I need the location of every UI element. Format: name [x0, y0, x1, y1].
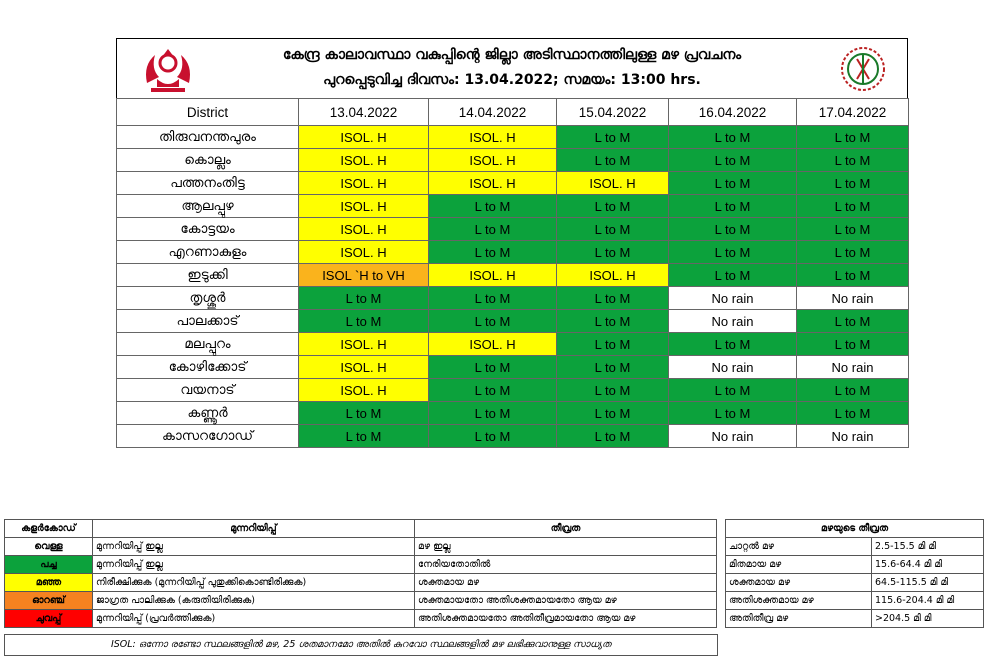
forecast-cell: ISOL. H: [299, 333, 429, 356]
district-name: മലപ്പുറം: [117, 333, 299, 356]
legend-header-warning: മുന്നറിയിപ്പ്: [93, 520, 415, 538]
intensity-row: [726, 538, 984, 556]
forecast-cell: L to M: [557, 218, 669, 241]
forecast-row: [117, 172, 909, 195]
legend-color-code: ചുവപ്പ്: [5, 610, 93, 628]
forecast-cell: L to M: [797, 264, 909, 287]
forecast-row: [117, 356, 909, 379]
district-name: വയനാട്: [117, 379, 299, 402]
intensity-range: 64.5-115.5 മി മി: [872, 574, 984, 592]
legend-row: [5, 610, 717, 628]
district-name: കോട്ടയം: [117, 218, 299, 241]
forecast-cell: L to M: [299, 287, 429, 310]
forecast-cell: L to M: [669, 126, 797, 149]
district-name: തിരുവനന്തപുരം: [117, 126, 299, 149]
forecast-cell: L to M: [797, 126, 909, 149]
legend-warning: നിരീക്ഷിക്കുക (മുന്നറിയിപ്പ് പുതുക്കികൊണ്ടിരിക്കുക): [93, 574, 415, 592]
forecast-row: [117, 149, 909, 172]
forecast-row: [117, 310, 909, 333]
column-header-date: 16.04.2022: [669, 99, 797, 126]
column-header-date: 17.04.2022: [797, 99, 909, 126]
forecast-cell: L to M: [669, 149, 797, 172]
forecast-cell: L to M: [669, 402, 797, 425]
legend-warning: മുന്നറിയിപ്പ് ഇല്ല: [93, 556, 415, 574]
legend-intensity: മഴ ഇല്ല: [415, 538, 717, 556]
legend-header-intensity: തീവ്രത: [415, 520, 717, 538]
column-header-date: 13.04.2022: [299, 99, 429, 126]
rain-intensity-table: [725, 519, 984, 628]
forecast-row: [117, 264, 909, 287]
forecast-cell: No rain: [797, 287, 909, 310]
forecast-cell: ISOL `H to VH: [299, 264, 429, 287]
legend-row: [5, 592, 717, 610]
forecast-cell: ISOL. H: [429, 149, 557, 172]
legend-intensity: നേരിയതോതിൽ: [415, 556, 717, 574]
forecast-cell: ISOL. H: [557, 172, 669, 195]
district-name: ഇടുക്കി: [117, 264, 299, 287]
district-name: എറണാകുളം: [117, 241, 299, 264]
district-name: കണ്ണൂർ: [117, 402, 299, 425]
forecast-cell: L to M: [557, 126, 669, 149]
forecast-cell: L to M: [557, 310, 669, 333]
intensity-label: ശക്തമായ മഴ: [726, 574, 872, 592]
forecast-cell: ISOL. H: [299, 379, 429, 402]
district-name: കൊല്ലം: [117, 149, 299, 172]
imd-logo-icon: [839, 43, 887, 99]
legend-color-code: ഓറഞ്ച്: [5, 592, 93, 610]
forecast-row: [117, 379, 909, 402]
intensity-row: [726, 574, 984, 592]
legend-header-code: കളർകോഡ്: [5, 520, 93, 538]
forecast-row: [117, 402, 909, 425]
forecast-cell: No rain: [797, 425, 909, 448]
forecast-cell: ISOL. H: [299, 356, 429, 379]
legend-warning: ജാഗ്രത പാലിക്കുക (കരുതിയിരിക്കുക): [93, 592, 415, 610]
intensity-header: മഴയുടെ തീവ്രത: [726, 520, 984, 538]
forecast-cell: L to M: [557, 241, 669, 264]
forecast-cell: L to M: [429, 287, 557, 310]
legend-intensity: ശക്തമായതോ അതിശക്തമായതോ ആയ മഴ: [415, 592, 717, 610]
forecast-cell: L to M: [669, 218, 797, 241]
forecast-cell: L to M: [429, 241, 557, 264]
intensity-label: അതിതീവ്ര മഴ: [726, 610, 872, 628]
forecast-cell: L to M: [669, 241, 797, 264]
forecast-cell: L to M: [797, 333, 909, 356]
forecast-cell: ISOL. H: [299, 195, 429, 218]
legend-color-code: പച്ച: [5, 556, 93, 574]
legend-intensity: ശക്തമായ മഴ: [415, 574, 717, 592]
forecast-cell: L to M: [429, 218, 557, 241]
forecast-cell: L to M: [299, 310, 429, 333]
forecast-row: [117, 218, 909, 241]
column-header-date: 14.04.2022: [429, 99, 557, 126]
forecast-cell: L to M: [797, 149, 909, 172]
forecast-cell: L to M: [557, 356, 669, 379]
forecast-cell: No rain: [797, 356, 909, 379]
district-name: കോഴിക്കോട്: [117, 356, 299, 379]
forecast-cell: L to M: [797, 241, 909, 264]
intensity-range: >204.5 മി മി: [872, 610, 984, 628]
legend-warning: മുന്നറിയിപ്പ് (പ്രവർത്തിക്കുക): [93, 610, 415, 628]
column-header-date: 15.04.2022: [557, 99, 669, 126]
legend-warning: മുന്നറിയിപ്പ് ഇല്ല: [93, 538, 415, 556]
forecast-cell: L to M: [557, 425, 669, 448]
header-title-line1: കേന്ദ്ര കാലാവസ്ഥാ വകുപ്പിന്റെ ജില്ലാ അടിസ്ഥാനത്തിലുള്ള മഴ പ്രവചനം: [282, 47, 742, 63]
forecast-row: [117, 287, 909, 310]
forecast-row: [117, 241, 909, 264]
intensity-range: 115.6-204.4 മി മി: [872, 592, 984, 610]
forecast-cell: L to M: [557, 333, 669, 356]
forecast-cell: L to M: [429, 356, 557, 379]
forecast-cell: L to M: [669, 264, 797, 287]
forecast-cell: L to M: [797, 310, 909, 333]
forecast-cell: ISOL. H: [299, 241, 429, 264]
intensity-row: [726, 556, 984, 574]
district-name: പത്തനംതിട്ട: [117, 172, 299, 195]
isol-note: ISOL: ഒന്നോ രണ്ടോ സ്ഥലങ്ങളിൽ മഴ, 25 ശതമാനമോ അതിൽ കുറവോ സ്ഥലങ്ങളിൽ മഴ ലഭിക്കുവാനുള്ള സാധ്യത: [4, 634, 718, 656]
intensity-range: 15.6-64.4 മി മി: [872, 556, 984, 574]
forecast-cell: L to M: [669, 195, 797, 218]
intensity-label: ചാറ്റൽ മഴ: [726, 538, 872, 556]
intensity-range: 2.5-15.5 മി മി: [872, 538, 984, 556]
column-header-district: District: [117, 99, 299, 126]
forecast-cell: No rain: [669, 425, 797, 448]
report-header: [116, 38, 908, 99]
forecast-cell: L to M: [669, 379, 797, 402]
forecast-cell: ISOL. H: [299, 218, 429, 241]
forecast-cell: No rain: [669, 287, 797, 310]
forecast-cell: L to M: [557, 402, 669, 425]
intensity-row: [726, 592, 984, 610]
forecast-cell: L to M: [669, 172, 797, 195]
forecast-cell: ISOL. H: [299, 149, 429, 172]
district-name: കാസറഗോഡ്: [117, 425, 299, 448]
forecast-cell: L to M: [557, 287, 669, 310]
forecast-cell: L to M: [429, 195, 557, 218]
legend-row: [5, 574, 717, 592]
intensity-row: [726, 610, 984, 628]
forecast-table: [116, 98, 909, 448]
forecast-cell: ISOL. H: [299, 172, 429, 195]
forecast-row: [117, 195, 909, 218]
header-title-line2: പുറപ്പെടുവിച്ച ദിവസം: 13.04.2022; സമയം: 13:00 hrs.: [323, 72, 701, 88]
forecast-cell: ISOL. H: [429, 172, 557, 195]
forecast-cell: L to M: [429, 425, 557, 448]
forecast-cell: L to M: [429, 379, 557, 402]
forecast-cell: L to M: [557, 379, 669, 402]
forecast-cell: ISOL. H: [429, 264, 557, 287]
forecast-cell: L to M: [669, 333, 797, 356]
district-name: പാലക്കാട്: [117, 310, 299, 333]
forecast-cell: L to M: [557, 149, 669, 172]
forecast-cell: L to M: [429, 402, 557, 425]
forecast-cell: L to M: [299, 402, 429, 425]
forecast-cell: No rain: [669, 356, 797, 379]
forecast-cell: L to M: [797, 379, 909, 402]
forecast-cell: ISOL. H: [557, 264, 669, 287]
legend-row: [5, 556, 717, 574]
legend-color-code: മഞ്ഞ: [5, 574, 93, 592]
forecast-cell: ISOL. H: [429, 333, 557, 356]
forecast-cell: ISOL. H: [299, 126, 429, 149]
district-name: തൃശ്ശൂർ: [117, 287, 299, 310]
forecast-cell: L to M: [429, 310, 557, 333]
intensity-label: അതിശക്തമായ മഴ: [726, 592, 872, 610]
forecast-cell: L to M: [797, 195, 909, 218]
district-name: ആലപ്പുഴ: [117, 195, 299, 218]
forecast-row: [117, 425, 909, 448]
forecast-row: [117, 126, 909, 149]
forecast-cell: L to M: [797, 172, 909, 195]
forecast-cell: L to M: [299, 425, 429, 448]
forecast-header-row: [117, 99, 909, 126]
legend-row: [5, 538, 717, 556]
legend-intensity: അതിശക്തമായതോ അതിതീവ്രമായതോ ആയ മഴ: [415, 610, 717, 628]
forecast-cell: ISOL. H: [429, 126, 557, 149]
intensity-label: മിതമായ മഴ: [726, 556, 872, 574]
forecast-row: [117, 333, 909, 356]
legend-color-code: വെള്ള: [5, 538, 93, 556]
color-code-legend: [4, 519, 717, 628]
forecast-cell: L to M: [557, 195, 669, 218]
forecast-cell: L to M: [797, 402, 909, 425]
forecast-cell: No rain: [669, 310, 797, 333]
forecast-cell: L to M: [797, 218, 909, 241]
